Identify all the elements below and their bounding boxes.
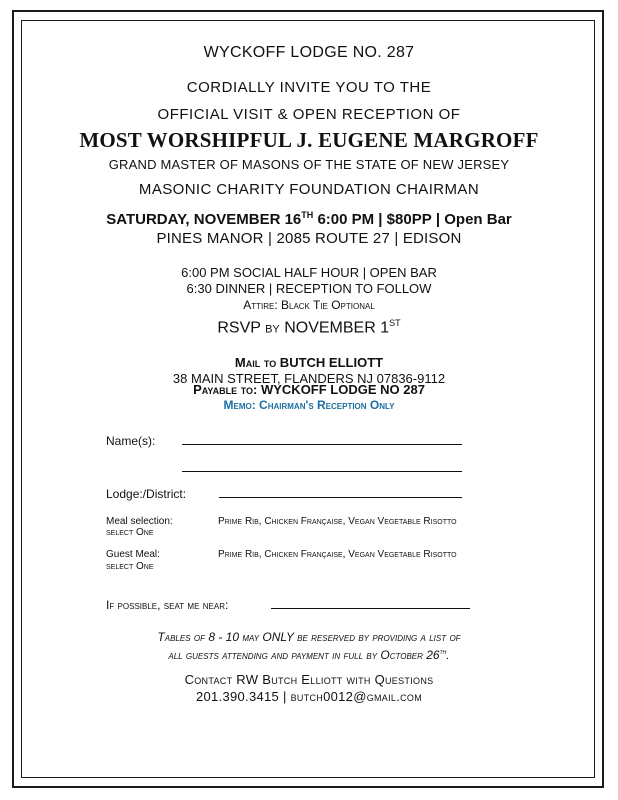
- grand-master-line: GRAND MASTER OF MASONS OF THE STATE OF NEW JERSEY: [108, 157, 510, 172]
- event-date: SATURDAY, NOVEMBER 16TH 6:00 PM | $80PP | Open Bar: [106, 210, 512, 228]
- payable-to: Payable to: WYCKOFF LODGE NO 287: [193, 382, 425, 397]
- names-label: Name(s):: [106, 434, 156, 448]
- meal-options[interactable]: Prime Rib, Chicken Française, Vegan Vegetable Risotto: [218, 516, 457, 527]
- guest-meal-label: Guest Meal:: [106, 549, 160, 560]
- honoree-name: MOST WORSHIPFUL J. EUGENE MARGROFF: [79, 128, 539, 152]
- memo-line: Memo: Chairman's Reception Only: [223, 398, 395, 412]
- seat-near-field[interactable]: [271, 608, 470, 609]
- rsvp-heading: RSVP by NOVEMBER 1ST: [217, 318, 401, 337]
- attire-line: Attire: Black Tie Optional: [243, 298, 375, 312]
- invite-line-1: CORDIALLY INVITE YOU TO THE: [186, 79, 432, 96]
- names-field-1[interactable]: [182, 444, 462, 445]
- chairman-line: MASONIC CHARITY FOUNDATION CHAIRMAN: [138, 181, 480, 198]
- contact-info: [0, 671, 618, 705]
- schedule-line-2: 6:30 DINNER | RECEPTION TO FOLLOW: [186, 281, 432, 296]
- invite-line-2: OFFICIAL VISIT & OPEN RECEPTION OF: [157, 106, 461, 123]
- tables-note: Tables of 8 - 10 may ONLY be reserved by providing a list of all guests attending and payment in full by October 26th.: [157, 630, 461, 662]
- mail-address: 38 MAIN STREET, FLANDERS NJ 07836-9112: [172, 371, 446, 386]
- contact-line: Contact RW Butch Elliott with Questions: [184, 672, 434, 687]
- lodge-district-field[interactable]: [219, 497, 462, 498]
- lodge-label: Lodge:/District:: [106, 487, 187, 501]
- lodge-title: WYCKOFF LODGE NO. 287: [203, 44, 415, 61]
- seat-near-label: If possible, seat me near:: [106, 598, 229, 612]
- schedule-line-1: 6:00 PM SOCIAL HALF HOUR | OPEN BAR: [181, 265, 437, 280]
- meal-label: Meal selection:: [106, 516, 173, 527]
- meal-select-note: select One: [106, 527, 154, 538]
- phone-email: 201.390.3415 | butch0012@gmail.com: [195, 689, 423, 704]
- names-field-2[interactable]: [182, 471, 462, 472]
- guest-meal-options[interactable]: Prime Rib, Chicken Française, Vegan Vegetable Risotto: [218, 549, 457, 560]
- event-venue: PINES MANOR | 2085 ROUTE 27 | EDISON: [156, 230, 462, 247]
- guest-select-note: select One: [106, 561, 154, 572]
- mail-to: Mail to BUTCH ELLIOTT: [234, 355, 384, 370]
